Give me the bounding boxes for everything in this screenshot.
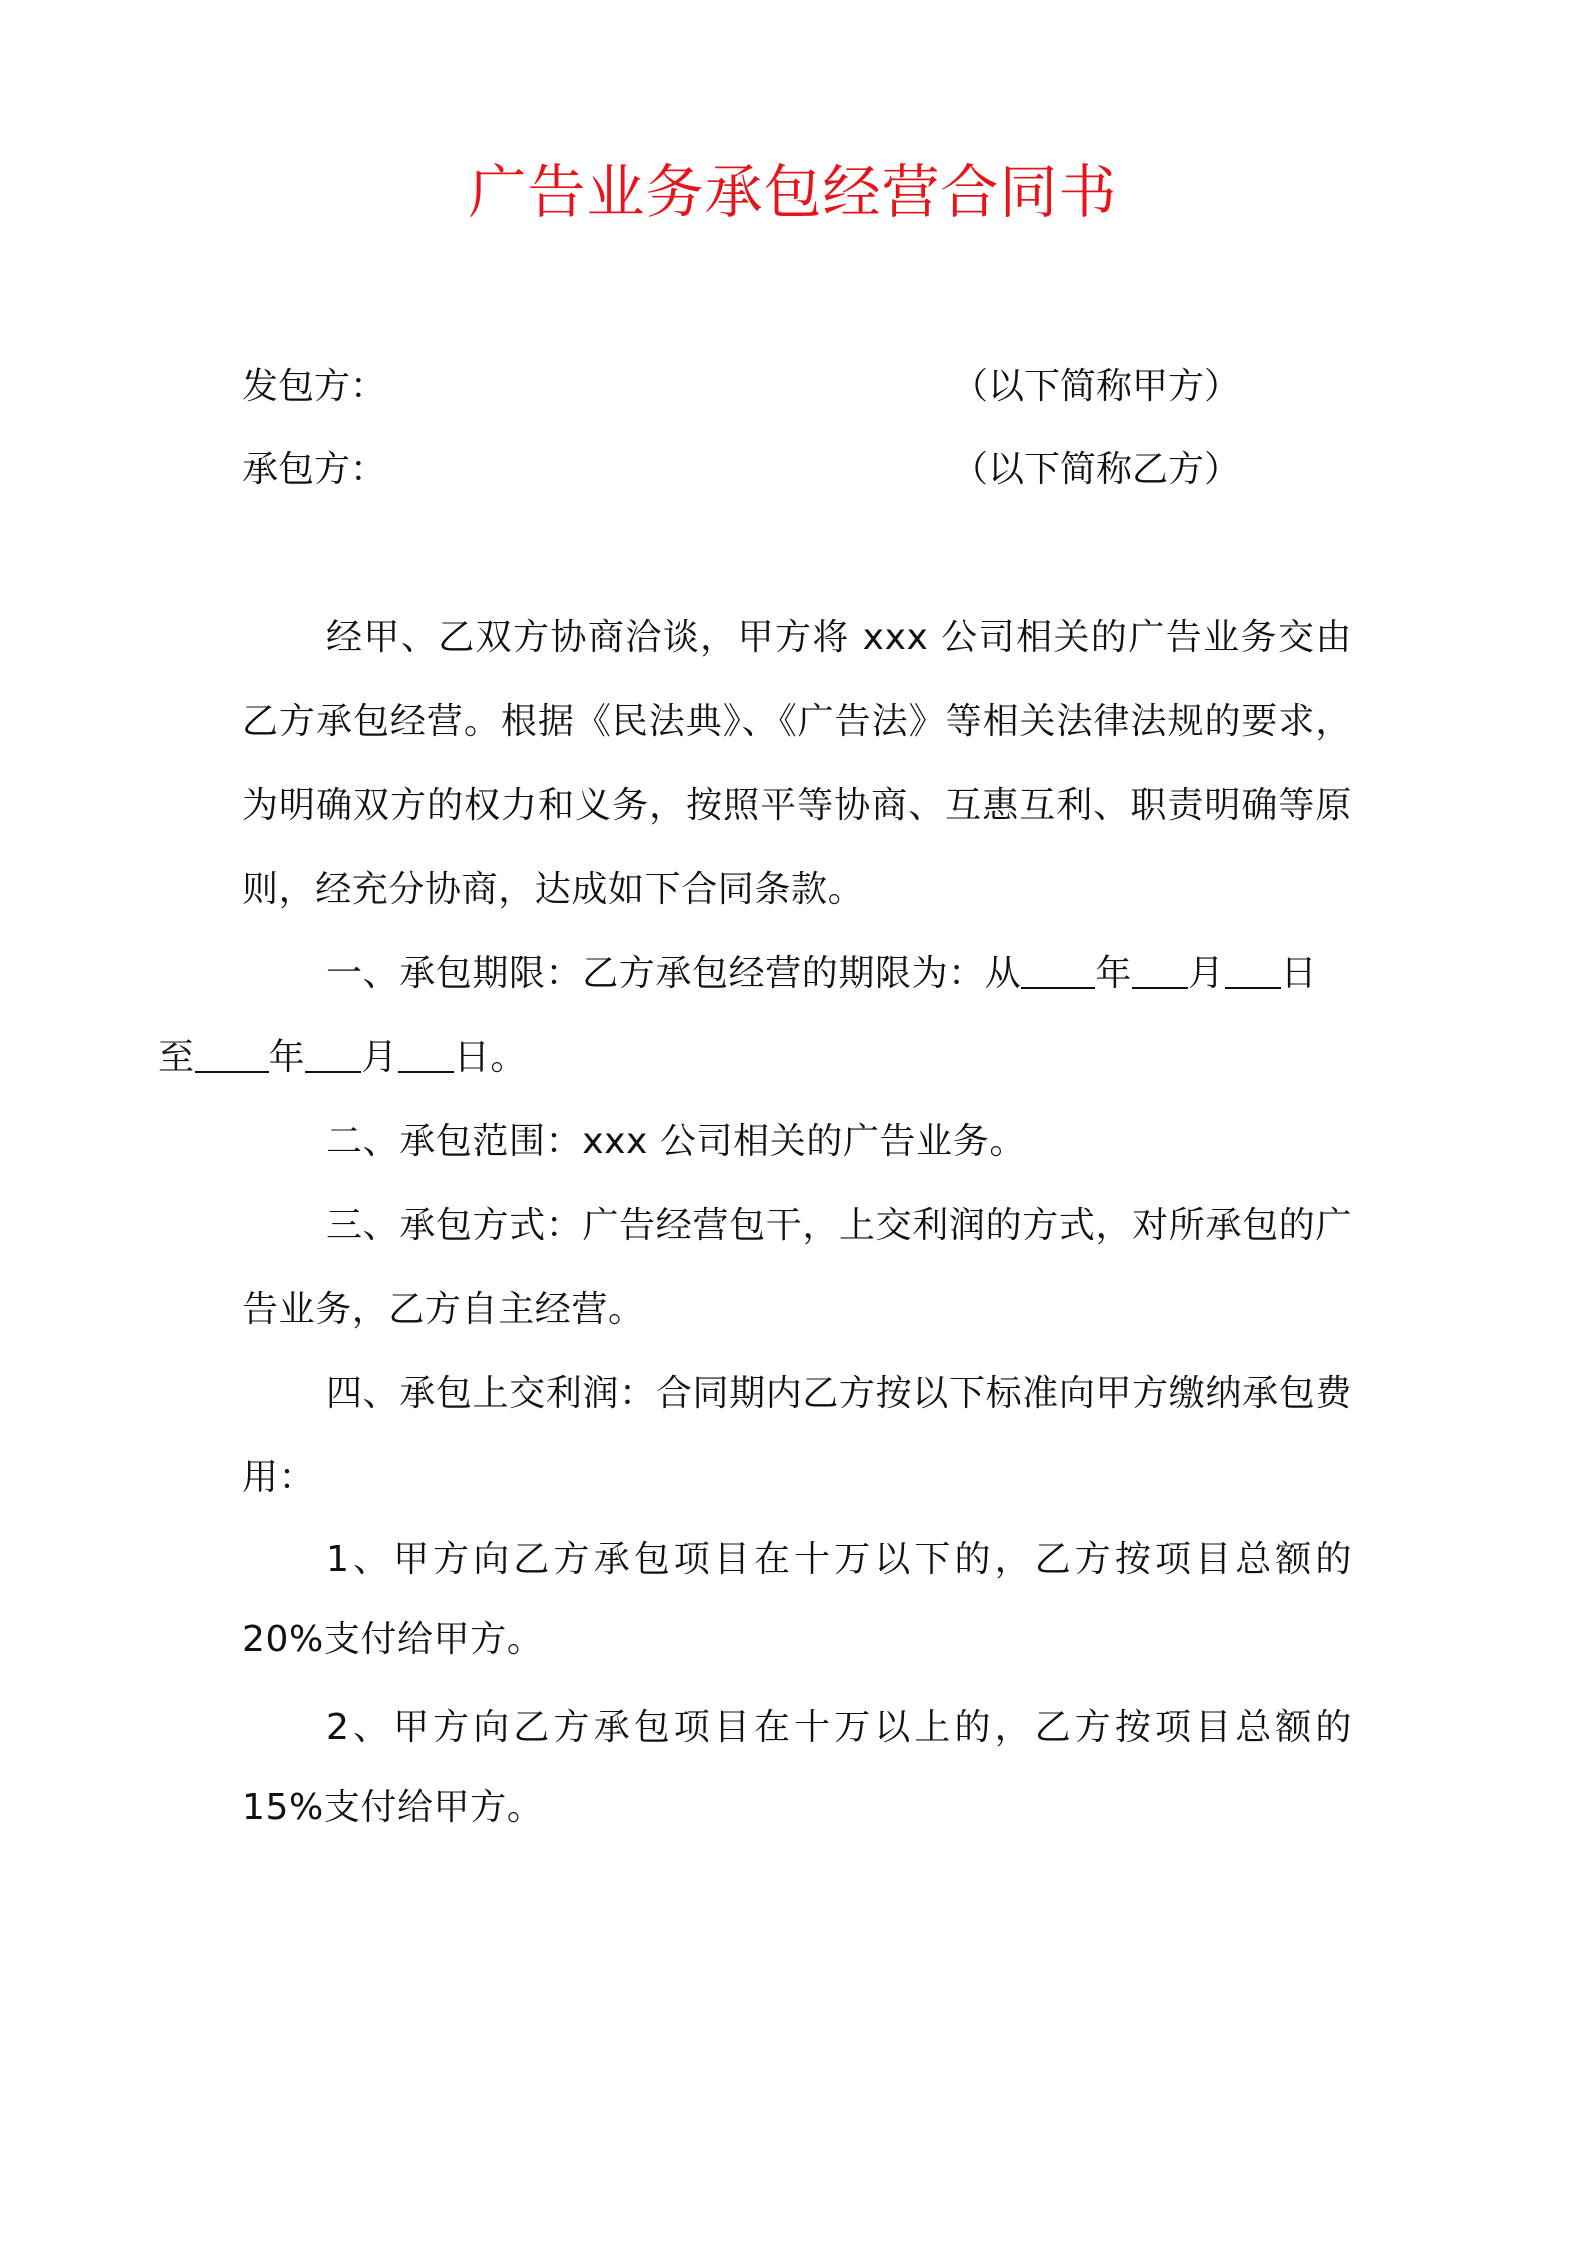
party-a-note: （以下简称甲方）: [952, 366, 1241, 407]
document-title: 广告业务承包经营合同书: [468, 158, 1118, 226]
party-a-label: 发包方：: [242, 366, 387, 407]
clause-term: [158, 932, 1352, 1100]
party-b-label: 承包方：: [242, 449, 387, 490]
profit-item-1: 1、甲方向乙方承包项目在十万以下的，乙方按项目总额的 20%支付给甲方。: [242, 1539, 1352, 1660]
end-year-label: 年: [268, 1037, 306, 1078]
end-day-blank[interactable]: [398, 1035, 454, 1073]
start-year-label: 年: [1095, 953, 1133, 994]
start-day-label: 日: [1280, 953, 1318, 994]
party-b-note: （以下简称乙方）: [952, 449, 1241, 490]
start-day-blank[interactable]: [1225, 951, 1281, 989]
party-b-line: [242, 440, 1352, 500]
start-month-label: 月: [1188, 953, 1225, 994]
term-to-label: 至: [158, 1037, 195, 1078]
profit-item-2: 2、甲方向乙方承包项目在十万以上的，乙方按项目总额的 15%支付给甲方。: [242, 1707, 1352, 1828]
clause-profit: 四、承包上交利润：合同期内乙方按以下标准向甲方缴纳承包费用：: [242, 1373, 1352, 1498]
clause-mode: 三、承包方式：广告经营包干，上交利润的方式，对所承包的广告业务，乙方自主经营。: [242, 1205, 1352, 1330]
start-month-blank[interactable]: [1132, 951, 1188, 989]
end-month-label: 月: [361, 1037, 398, 1078]
end-month-blank[interactable]: [305, 1035, 361, 1073]
end-day-label: 日。: [453, 1037, 528, 1078]
start-year-blank[interactable]: [1021, 951, 1095, 989]
intro-paragraph: 经甲、乙双方协商洽谈，甲方将 xxx 公司相关的广告业务交由乙方承包经营。根据《民法典》、《广告法》等相关法律法规的要求，为明确双方的权力和义务，按照平等协商、互惠互利、职责明确等原则，经充分协商，达成如下合同条款。: [242, 617, 1352, 910]
end-year-blank[interactable]: [195, 1035, 269, 1073]
party-a-line: [242, 357, 1352, 417]
term-prefix: 一、承包期限：乙方承包经营的期限为：从: [326, 953, 1022, 994]
clause-scope: 二、承包范围：xxx 公司相关的广告业务。: [326, 1121, 1026, 1162]
